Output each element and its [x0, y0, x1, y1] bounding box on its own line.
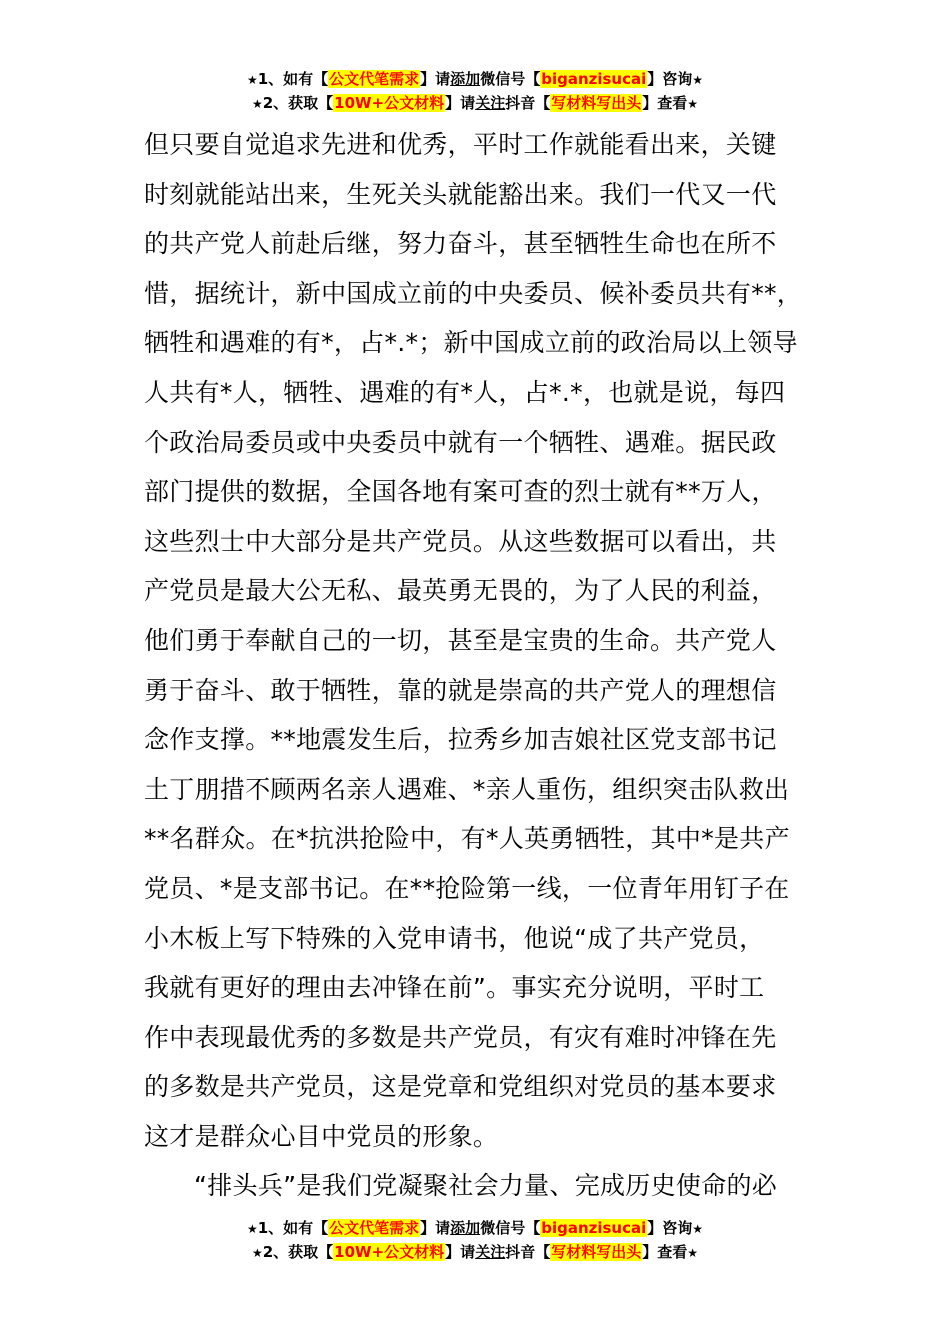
body-line: 这才是群众心目中党员的形象。 — [144, 1121, 499, 1151]
banner-text: 】查看 — [642, 94, 688, 112]
star-icon: ★ — [246, 1222, 258, 1236]
banner-text: 】请 — [445, 1243, 476, 1261]
body-line: 部门提供的数据，全国各地有案可查的烈士就有**万人， — [144, 477, 777, 507]
body-line: 作中表现最优秀的多数是共产党员，有灾有难时冲锋在先 — [144, 1022, 777, 1052]
star-icon: ★ — [251, 1246, 263, 1260]
banner-text: 微信号【 — [480, 70, 541, 88]
banner-text: 1、如有【 — [257, 1219, 329, 1237]
banner-text: 2、获取【 — [262, 94, 334, 112]
body-line: 小木板上写下特殊的入党申请书，他说“成了共产党员， — [144, 923, 765, 953]
body-line: 产党员是最大公无私、最英勇无畏的，为了人民的利益， — [144, 576, 777, 606]
star-icon: ★ — [692, 1222, 704, 1236]
douyin-id-highlight: 写材料写出头 — [551, 1243, 642, 1261]
banner-text: 】请 — [445, 94, 476, 112]
body-line: 惜，据统计，新中国成立前的中央委员、候补委员共有**， — [144, 278, 803, 308]
banner-text: 微信号【 — [480, 1219, 541, 1237]
body-line: 勇于奋斗、敢于牺牲，靠的就是崇高的共产党人的理想信 — [144, 675, 777, 705]
body-line: 但只要自觉追求先进和优秀，平时工作就能看出来，关键 — [144, 130, 777, 159]
banner-line-1 — [0, 67, 950, 91]
banner-text: 】请 — [420, 1219, 451, 1237]
wechat-id-highlight: biganzisucai — [541, 70, 647, 88]
banner-highlight: 10W+公文材料 — [334, 94, 445, 112]
banner-text: 】咨询 — [647, 70, 693, 88]
banner-text: 】请 — [420, 70, 451, 88]
body-line: 我就有更好的理由去冲锋在前”。事实充分说明，平时工 — [144, 973, 765, 1003]
header-banner — [0, 67, 950, 115]
paragraph-start-line: “排头兵”是我们党凝聚社会力量、完成历史使命的必 — [194, 1171, 778, 1201]
star-icon: ★ — [692, 73, 704, 87]
banner-highlight: 公文代笔需求 — [329, 1219, 420, 1237]
body-line: 他们勇于奉献自己的一切，甚至是宝贵的生命。共产党人 — [144, 625, 777, 655]
banner-text: 】咨询 — [647, 1219, 693, 1237]
body-line: 这些烈士中大部分是共产党员。从这些数据可以看出，共 — [144, 526, 777, 556]
document-body — [144, 120, 810, 1211]
body-line: 人共有*人，牺牲、遇难的有*人，占*.*，也就是说，每四 — [144, 377, 786, 407]
banner-underlined: 关注 — [475, 94, 506, 112]
banner-underlined: 添加 — [450, 1219, 481, 1237]
banner-line-2 — [0, 1240, 950, 1264]
body-line: 个政治局委员或中央委员中就有一个牺牲、遇难。据民政 — [144, 427, 777, 457]
body-line: 的共产党人前赴后继，努力奋斗，甚至牺牲生命也在所不 — [144, 229, 777, 259]
banner-highlight: 公文代笔需求 — [329, 70, 420, 88]
banner-text: 抖音【 — [505, 94, 551, 112]
body-line: 党员、*是支部书记。在**抢险第一线，一位青年用钉子在 — [144, 873, 790, 903]
body-line: 的多数是共产党员，这是党章和党组织对党员的基本要求 — [144, 1072, 777, 1102]
body-line: **名群众。在*抗洪抢险中，有*人英勇牺牲，其中*是共产 — [144, 824, 790, 854]
body-line: 土丁朋措不顾两名亲人遇难、*亲人重伤，组织突击队救出 — [144, 774, 790, 804]
body-line: 牺牲和遇难的有*，占*.*；新中国成立前的政治局以上领导 — [144, 328, 798, 358]
banner-text: 抖音【 — [505, 1243, 551, 1261]
banner-text: 1、如有【 — [257, 70, 329, 88]
banner-line-1 — [0, 1216, 950, 1240]
banner-underlined: 添加 — [450, 70, 481, 88]
body-line: 念作支撑。**地震发生后，拉秀乡加吉娘社区党支部书记 — [144, 725, 777, 755]
douyin-id-highlight: 写材料写出头 — [551, 94, 642, 112]
footer-banner — [0, 1216, 950, 1264]
banner-text: 】查看 — [642, 1243, 688, 1261]
wechat-id-highlight: biganzisucai — [541, 1219, 647, 1237]
star-icon: ★ — [246, 73, 258, 87]
banner-line-2 — [0, 91, 950, 115]
banner-text: 2、获取【 — [262, 1243, 334, 1261]
banner-underlined: 关注 — [475, 1243, 506, 1261]
banner-highlight: 10W+公文材料 — [334, 1243, 445, 1261]
star-icon: ★ — [251, 97, 263, 111]
star-icon: ★ — [687, 1246, 699, 1260]
star-icon: ★ — [687, 97, 699, 111]
body-line: 时刻就能站出来，生死关头就能豁出来。我们一代又一代 — [144, 179, 777, 209]
